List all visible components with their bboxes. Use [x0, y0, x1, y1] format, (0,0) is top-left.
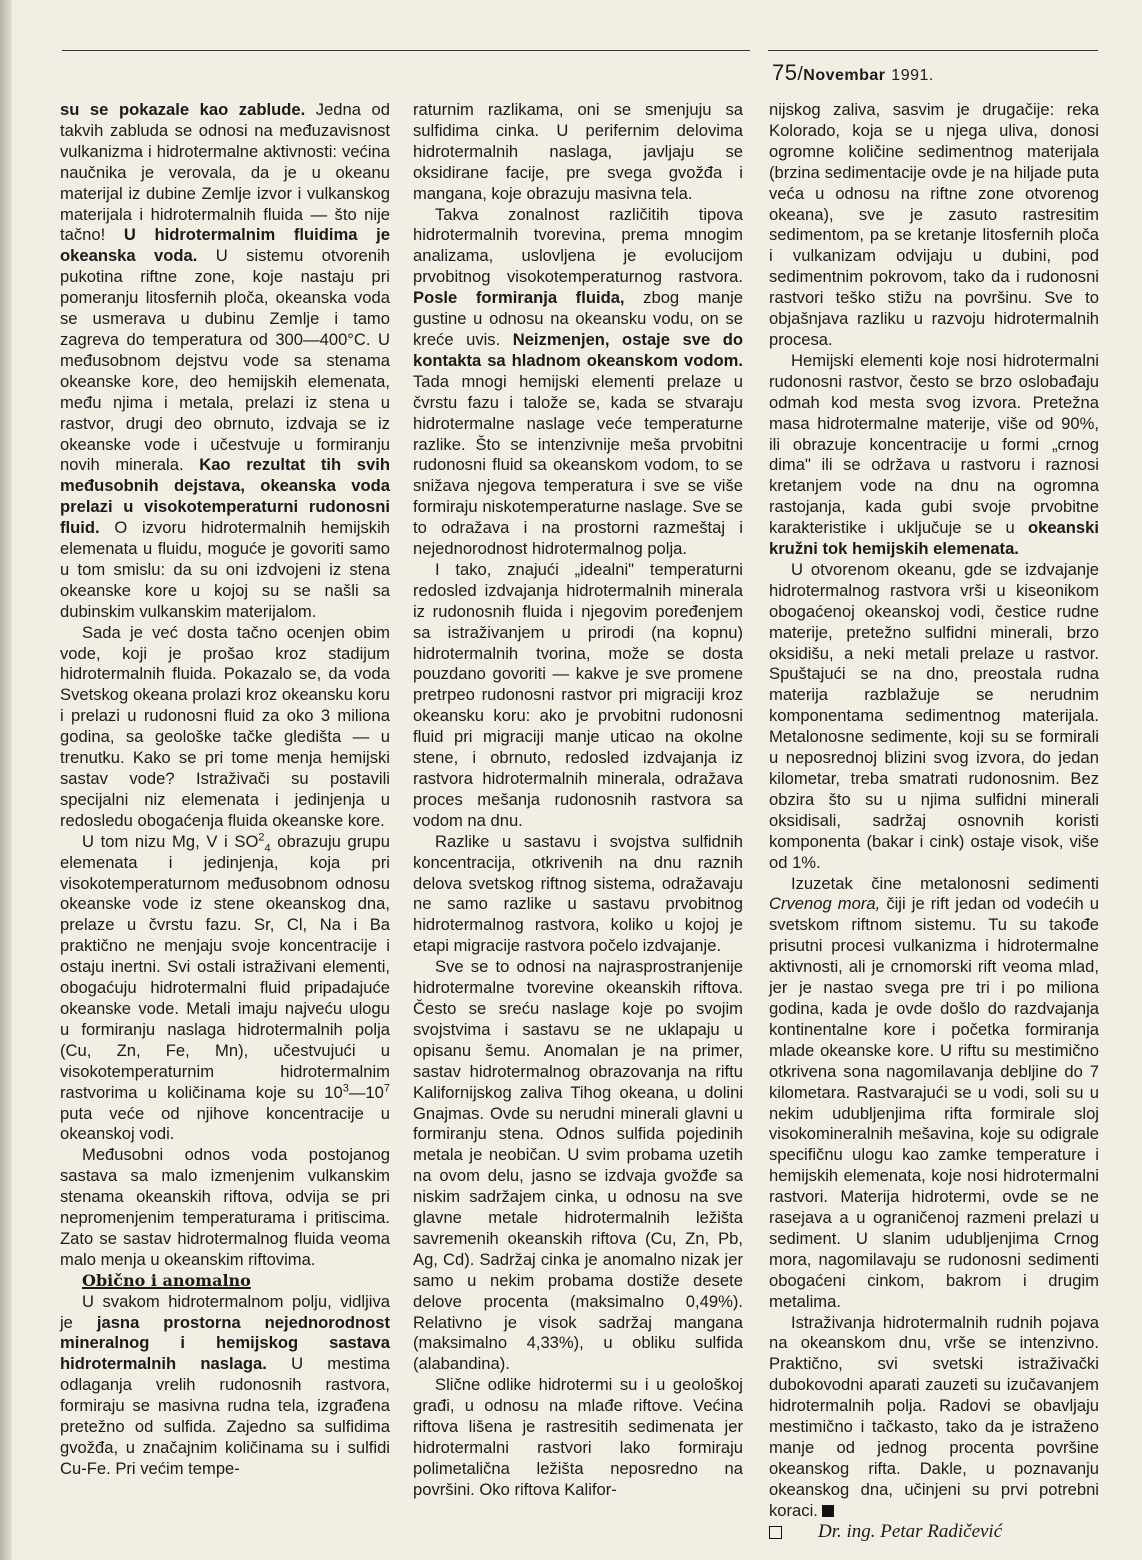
superscript: 7: [383, 1082, 390, 1095]
text-run: Jedna od takvih zabluda se odnosi na međuzavisnost vulkanizma i hidrotermalne aktivnosti: većina naučnika je verovala, da je u okeanu materijal iz dubine Zemlje izvor i vulkanskog materijala i hidrotermalnih fluida — što nije tačno!: [60, 100, 390, 245]
text-run: Istraživanja hidrotermalnih rudnih pojava na okeanskom dnu, vrše se intenzivno. Praktično, svi svetski istraživački dubokovodni aparati zauzeti su izučavanjem hidrotermalnih polja. Radovi se obavljaju mestimično i tačkasto, tako da je istraženo manje od jednog procenta površine okeanskog rifta. Dakle, u poznavanju okeanskog dna, učinjeni su prvi potrebni koraci.: [769, 1312, 1099, 1520]
text-column-3: [769, 100, 1099, 1543]
bold-phrase: su se pokazale kao zablude.: [60, 100, 306, 119]
paragraph: [769, 351, 1099, 560]
paragraph: [769, 874, 1099, 1313]
bold-phrase: Posle formiranja fluida,: [413, 288, 625, 308]
text-run: U mestima odlaganja vrelih rudonosnih rastvora, formiraju se masivna rudna tela, izgrađena pretežno od sulfida. Zajedno sa sulfidima gvožđa, u značajnim količinama su i sulfidi Cu-Fe. Pri većim tempe-: [60, 1354, 390, 1478]
page-folio: 75/Novembar 1991.: [772, 60, 934, 85]
paragraph: [769, 1313, 1099, 1522]
text-run: —10: [348, 1082, 384, 1102]
italic-phrase: Crvenog mora,: [769, 894, 881, 914]
issue-year: 1991.: [891, 67, 934, 84]
page-number: 75: [772, 60, 798, 85]
paragraph: I tako, znajući „idealni" temperaturni redosled izdvajanja hidrotermalnih minerala iz rudonosnih fluida i njegovim poređenjem sa istraživanjem u prirodi (na kopnu) hidrotermalnih tvorina, može se dosta pouzdano govoriti — kakve je sve promene pretrpeo rudonosni rastvor pri migraciji kroz okeansku koru: ako je prvobitni rudonosni fluid pri migraciji manje uticao na okolne stene, i obrnuto, redosled izdvajanja iz rastvora hidrotermalnih minerala, odražava proces mešanja rudonosnih rastvora sa vodom na dnu.: [413, 559, 743, 830]
paragraph: Razlike u sastavu i svojstva sulfidnih koncentracija, otkrivenih na dnu raznih delova svetskog riftnog sistema, odražavaju ne samo razlike u sastavu prvobitnog hidrotermalnog rastvora, koliko u kojoj je etapi migracije rastvora počelo izdvajanje.: [413, 831, 743, 956]
section-subheading: Obično i anomalno: [82, 1270, 251, 1290]
text-run: Tada mnogi hemijski elementi prelaze u čvrstu fazu i talože se, kada se stvaraju hidrotermalne naslage veće temperaturne razlike. Što se intenzivnije meša prvobitni rudonosni fluid sa okeanskom vodom, to se snižava njegova temperatura i sve se više formiraju niskotemperaturne naslage. Sve se to odražava i na prostorni razmeštaj i nejednorodnost hidrotermalnog polja.: [413, 371, 743, 559]
text-run: U tom nizu Mg, V i SO: [82, 831, 259, 851]
text-column-1: [60, 100, 390, 1480]
superscript: 2: [258, 831, 265, 844]
bold-phrase: Neizmenjen, ostaje sve do kontakta sa hladnom okeanskom vodom.: [413, 329, 743, 370]
page-binding-edge: [0, 0, 12, 1560]
paragraph: raturnim razlikama, oni se smenjuju sa sulfidima cinka. U perifernim delovima hidrotermalnih naslaga, javljaju se oksidirane facije, pre svega gvožđa i mangana, koje obrazuju masivna tela.: [413, 100, 743, 203]
bold-phrase: Kao rezultat tih svih međusobnih dejstava, okeanska voda prelazi u visokotemperaturni rudonosni fluid.: [60, 455, 390, 538]
paragraph: [60, 1292, 390, 1480]
bold-phrase: U hidrotermalnim fluidima je okeanska voda.: [60, 225, 390, 266]
bold-phrase: okeanski kružni tok hemijskih elemenata.: [769, 518, 1099, 559]
header-rule: [62, 50, 750, 51]
paragraph: Međusobni odnos voda postojanog sastava sa malo izmenjenim vulkanskim stenama okeanskih riftova, odvija se pri nepromenjenim temperaturama i pritiscima. Zato se sastav hidrotermalnog fluida veoma malo menja u okeanskim riftovima.: [60, 1145, 390, 1269]
text-run: zbog manje gustine u odnosu na okeansku vodu, on se kreće uvis.: [413, 288, 743, 349]
paragraph: U otvorenom okeanu, gde se izdvajanje hidrotermalnog rastvora vrši u kiseonikom obogaćenoj okeanskoj vodi, čestice rudne materije, pretežno sulfidni minerali, brzo oksidišu, a neki metali prelaze u rastvor. Spuštajući se na dno, preostala rudna materija razblažuje se nerudnim komponentama sedimentnog materijala. Metalonosne sedimente, koji su se formirali u neposrednoj blizini svog izvora, do jedan kilometar, treba smatrati rudonosnim. Bez obzira što su u njima sulfidni minerali oksidisali, sadržaj osnovnih koristi komponenta (bakar i cink) ostaje visok, više od 1%.: [769, 559, 1099, 872]
author-signature: [769, 1522, 1099, 1543]
text-run: Takva zonalnost različitih tipova hidrotermalnih tvorevina, prema mnogim analizama, uslovljena je evolucijom prvobitnog visokotemperaturnog rastvora.: [413, 204, 743, 287]
author-name: Dr. ing. Petar Radičević: [818, 1520, 1003, 1542]
text-run: Izuzetak čine metalonosni sedimenti: [791, 873, 1099, 893]
paragraph: [60, 100, 390, 623]
text-run: čiji je rift jedan od vodećih u svetskom riftnom sistemu. Tu su takođe prisutni procesi vulkanizma i hidrotermalne aktivnosti, ali je crnomorski rift veoma mlad, jer je nastao svega pre tri i po miliona godina, kada je ovde došlo do razdvajanja kontinentalne kore i početka formiranja mlade okeanske kore. U riftu su mestimično otkrivena sona nagomilavanja debljine do 7 kilometara. Rastvarajući se u vodi, soli su u nekim udubljenjima rifta formirale sloj visokomineralnih mešavina, koje su odigrale specifičnu ulogu kao zamke temperature i hemijskih elemenata, koje nosi hidrotermalni rastvori. Materija hidrotermi, ovde se ne rasejava a u ograničenoj razmeni prelazi u sediment. U slanim udubljenjima Crnog mora, nagomilavaju se rudonosni sedimenti obogaćeni cinkom, bakrom i drugim metalima.: [769, 894, 1100, 1311]
signature-box-icon: [769, 1526, 782, 1539]
text-run: Hemijski elementi koje nosi hidrotermalni rudonosni rastvor, često se brzo oslobađaju odmah kod mesta svog izvora. Pretežna masa hidrotermalne materije, više od 90%, ili obrazuje koncentracije u formi „crnog dima" ili se održava u rastvoru i raznosi kretanjem vode na dnu na ogromna rastojanja, kada gubi svoje prvobitne karakteristike i uključuje se u: [769, 350, 1099, 538]
issue-month: Novembar: [803, 67, 886, 84]
subscript: 4: [264, 842, 271, 855]
paragraph: Sve se to odnosi na najrasprostranjenije hidrotermalne tvorevine okeanskih riftova. Često se sreću naslage koje po svojim svojstvima i sastavu se ne uklapaju u opisanu šemu. Anomalan je na primer, sastav hidrotermalnog obrazovanja na riftu Kalifornijskog zaliva Tihog okeana, u dolini Gnajmas. Ovde su nerudni minerali glavni u formiranju stena. Odnos sulfida pojedinih metala je neobičan. U svim probama uzetih na ovom delu, jasno se izdvaja gvožđe sa niskim sadržajem cinka, u odnosu na sve glavne metale hidrotermalnih ležišta savremenih okeanskih riftova (Cu, Zn, Pb, Ag, Cd). Sadržaj cinka je anomalno nizak jer samo u nekim probama dostiže desete delove procenta (maksimalno 0,49%). Relativno je visok sadržaj mangana (maksimalno 4,33%), u obliku sulfida (alabandina).: [413, 957, 743, 1374]
superscript: 3: [342, 1082, 349, 1095]
text-run: O izvoru hidrotermalnih hemijskih elemenata u fluidu, moguće je govoriti samo u tom smislu: da su oni izdvojeni iz stena okeanske kore u kojoj su se našli sa dubinskim vulkanskim materijalom.: [60, 518, 390, 621]
paragraph: [60, 832, 390, 1146]
paragraph: Slične odlike hidrotermi su i u geološkoj građi, u odnosu na mlađe riftove. Većina riftova lišena je rastresitih sedimenata jer hidrotermalni rastvori lako formiraju polimetalična ležišta neposredno na površini. Oko riftova Kalifor-: [413, 1375, 743, 1499]
text-column-2: [413, 100, 743, 1501]
paragraph: nijskog zaliva, sasvim je drugačije: reka Kolorado, koja se u njega uliva, donosi ogromne količine sedimentnog materijala (brzina sedimentacije ovde je na hiljade puta veća u odnosu na riftne zone otvorenog okeana), sve je zasuto rastresitim sedimentom, pa se kretanje litosfernih ploča i vulkanizam odvijaju u dubini, pod sedimentnim pokrovom, tako da i rudonosni rastvori teško stižu na površinu. Sve to objašnjava razliku u razvoju hidrotermalnih procesa.: [769, 100, 1099, 349]
text-run: U svakom hidrotermalnom polju, vidljiva je: [60, 1291, 390, 1332]
bold-phrase: jasna prostorna nejednorodnost mineralnog i hemijskog sastava hidrotermalnih naslaga.: [60, 1312, 390, 1374]
header-rule-right: [768, 50, 1098, 51]
paragraph: [413, 205, 743, 560]
paragraph: Sada je već dosta tačno ocenjen obim vode, koji je prošao kroz stadijum hidrotermalnih fluida. Pokazalo se, da voda Svetskog okeana prolazi kroz okeansku koru i prelazi u rudonosni fluid za oko 3 miliona godina, sa geološke tačke gledišta — u trenutku. Kako se pri tome menja hemijski sastav vode? Istraživači su postavili specijalni niz elemenata i jedinjenja u redosledu obogaćenja fluida okeanske kore.: [60, 622, 390, 830]
text-run: obrazuju grupu elemenata i jedinjenja, koja pri visokotemperaturnom međusobnom odnosu okeanske vode iz stene okeanskog dna, prelaze u čvrstu fazu. Sr, Cl, Na i Ba praktično ne menjaju svoje koncentracije i ostaju inertni. Svi ostali istraživani elementi, obogaćuju hidrotermalni fluid pripadajuće okeanske vode. Metali imaju najveću ulogu u formiranju naslaga hidrotermalnih polja (Cu, Zn, Fe, Mn), učestvujući u visokotemperaturnim hidrotermalnim rastvorima u količinama koje su 10: [60, 831, 390, 1102]
text-run: U sistemu otvorenih pukotina riftne zone, koje nastaju pri pomeranju litosfernih ploča, okeanska voda se usmerava u dubinu Zemlje i tamo zagreva do temperatura od 300—400°C. U međusobnom dejstvu vode sa stenama okeanske kore, deo hemijskih elemenata, među njima i metala, prelazi iz stena u rastvor, drugi deo obrnuto, izdvaja se iz okeanske vode i učestvuje u formiranju novih minerala.: [60, 246, 390, 475]
text-run: puta veće od njihove koncentracije u okeanskoj vodi.: [60, 1103, 390, 1144]
end-of-article-mark: [822, 1505, 834, 1517]
